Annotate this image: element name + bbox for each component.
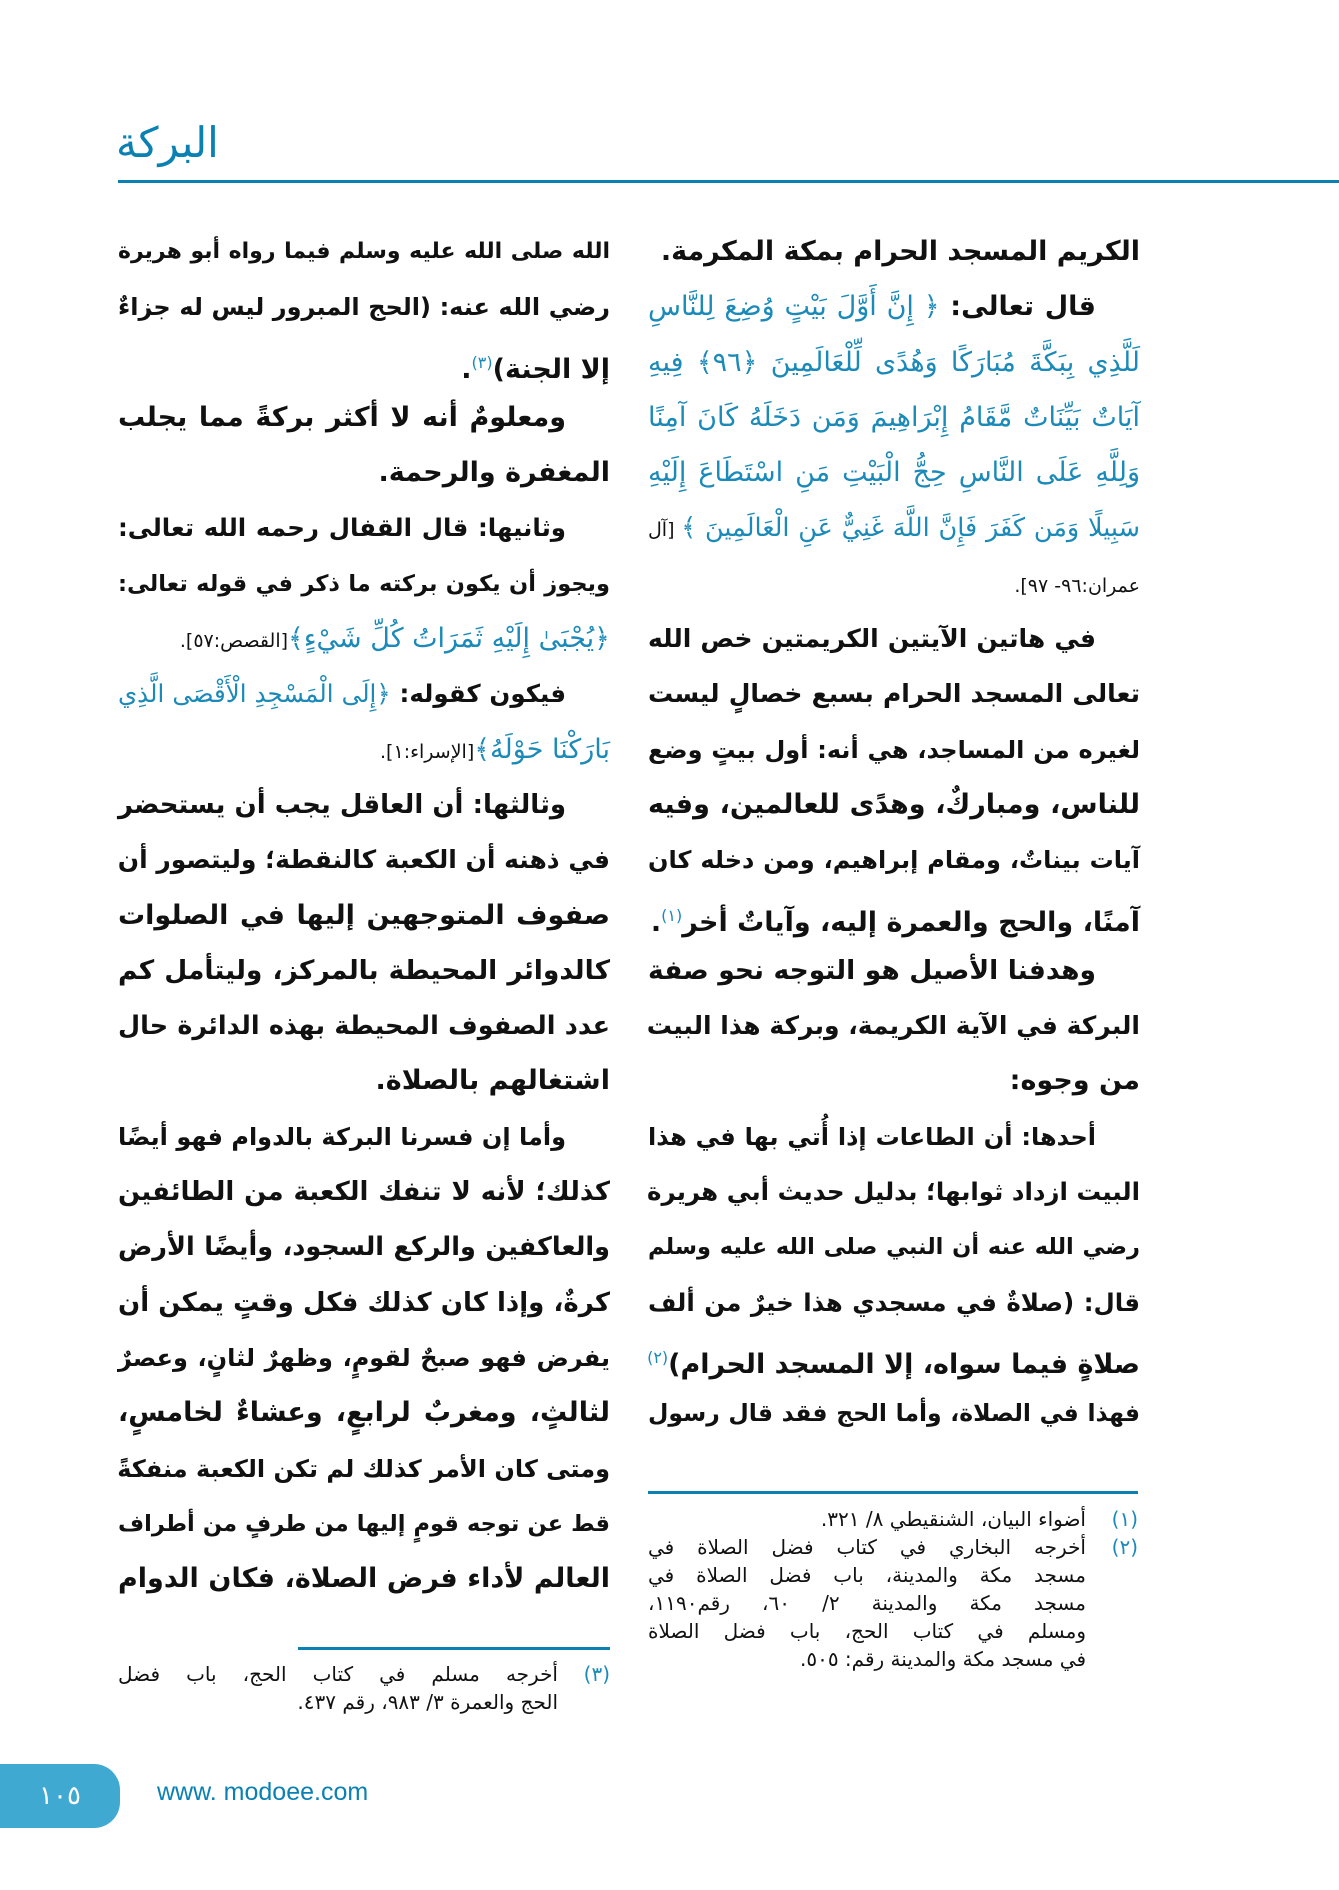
text-segment: كذلك؛ لأنه لا تنفك الكعبة من الطائفين: [118, 1177, 610, 1208]
text-segment: يفرض فهو صبحٌ لقومٍ، وظهرٌ لثانٍ، وعصرٌ: [118, 1343, 610, 1372]
quran-verse: وَلِلَّهِ عَلَى النَّاسِ حِجُّ الْبَيْتِ مَنِ اسْتَطَاعَ إِلَيْهِ: [648, 457, 1140, 489]
quran-verse: ﴿ إِنَّ أَوَّلَ بَيْتٍ وُضِعَ لِلنَّاسِ: [648, 291, 940, 323]
header-divider: [118, 180, 1339, 183]
text-line: [648, 1221, 1140, 1276]
text-segment: لثالثٍ، ومغربٌ لرابعٍ، وعشاءٌ لخامسٍ،: [118, 1397, 610, 1429]
right-text-column: [648, 226, 1140, 1443]
text-segment: عدد الصفوف المحيطة بهذه الدائرة حال: [118, 1011, 610, 1042]
text-line: [118, 558, 610, 613]
text-segment: ومعلومٌ أنه لا أكثر بركةً مما يجلب: [118, 401, 566, 433]
text-segment: رضي الله عنه أن النبي صلى الله عليه وسلم: [648, 1234, 1140, 1261]
text-line: [648, 502, 1140, 557]
quran-verse: سَبِيلًا وَمَن كَفَرَ فَإِنَّ اللَّهَ غَنِيٌّ عَنِ الْعَالَمِينَ ﴾: [681, 513, 1140, 544]
text-line: [118, 1055, 610, 1110]
text-line: [648, 945, 1140, 1000]
text-line: [648, 890, 1140, 945]
text-line: [118, 281, 610, 336]
text-segment: .: [461, 353, 472, 385]
website-url[interactable]: www. modoee.com: [157, 1778, 369, 1806]
text-segment: وهدفنا الأصيل هو التوجه نحو صفة: [648, 954, 1096, 986]
footnote-marker[interactable]: (٢): [647, 1347, 669, 1367]
text-segment: والعاكفين والركع السجود، وأيضًا الأرض: [118, 1232, 610, 1263]
text-line: [648, 337, 1140, 392]
text-segment: آمنًا، والحج والعمرة إليه، وآياتٌ أخر: [682, 906, 1140, 938]
text-segment: وثانيها: قال القفال رحمه الله تعالى:: [118, 513, 566, 543]
footnote-number: [1086, 1645, 1138, 1673]
text-line: [648, 668, 1140, 723]
footnote-number: [1086, 1589, 1138, 1617]
text-line: [648, 1277, 1140, 1332]
text-segment: قال تعالى:: [939, 291, 1096, 323]
text-line: [648, 779, 1140, 834]
text-segment: المغفرة والرحمة.: [378, 457, 610, 489]
footnote-marker[interactable]: (١): [661, 905, 683, 925]
text-segment: لغيره من المساجد، هي أنه: أول بيتٍ وضع: [648, 735, 1140, 764]
text-segment: فيكون كقوله:: [390, 679, 566, 709]
text-line: [118, 1000, 610, 1055]
text-line: [118, 834, 610, 889]
quran-verse: لَلَّذِي بِبَكَّةَ مُبَارَكًا وَهُدًى لِّلْعَالَمِينَ ﴿٩٦﴾ فِيهِ: [648, 346, 1140, 378]
text-line: [648, 834, 1140, 889]
footnote-text: ومسلم في كتاب الحج، باب فضل الصلاة: [648, 1619, 1086, 1643]
footnote-number: (١): [1111, 1507, 1138, 1531]
footnote: [648, 1645, 1138, 1673]
text-line: [118, 1387, 610, 1442]
chapter-title-logo: البركة: [116, 118, 219, 167]
verse-reference: [القصص:٥٧].: [179, 630, 289, 653]
text-line: [648, 724, 1140, 779]
text-line: [648, 226, 1140, 281]
footnote-number: [558, 1688, 610, 1716]
text-line: [118, 1111, 610, 1166]
text-segment: إلا الجنة): [492, 353, 610, 385]
text-segment: كرةٌ، وإذا كان كذلك فكل وقتٍ يمكن أن: [118, 1287, 610, 1318]
text-segment: للناس، ومباركٌ، وهدًى للعالمين، وفيه: [648, 788, 1140, 820]
footnote-number: (٢): [1111, 1535, 1138, 1559]
text-line: [648, 1166, 1140, 1221]
text-segment: وثالثها: أن العاقل يجب أن يستحضر: [118, 789, 566, 820]
text-line: [118, 779, 610, 834]
footnotes-left: [118, 1660, 610, 1716]
text-segment: صفوف المتوجهين إليها في الصلوات: [118, 899, 610, 931]
text-line: [118, 724, 610, 779]
footnotes-right: [648, 1505, 1138, 1673]
text-line: [118, 1553, 610, 1608]
text-line: [648, 392, 1140, 447]
text-line: [118, 502, 610, 557]
text-line: [118, 613, 610, 668]
quran-verse: ﴿إِلَى الْمَسْجِدِ الْأَقْصَى الَّذِي: [118, 679, 391, 709]
text-line: [118, 668, 610, 723]
text-line: [648, 447, 1140, 502]
text-segment: آيات بيناتٌ، ومقام إبراهيم، ومن دخله كان: [648, 846, 1140, 875]
text-line: [118, 1498, 610, 1553]
text-segment: من وجوه:: [1009, 1065, 1140, 1097]
footnote-divider-left: [298, 1647, 610, 1650]
text-line: [118, 337, 610, 392]
text-segment: صلاةٍ فيما سواه، إلا المسجد الحرام): [668, 1348, 1140, 1380]
text-segment: الله صلى الله عليه وسلم فيما رواه أبو هريرة: [118, 239, 610, 264]
footnote-text: في مسجد مكة والمدينة رقم: ٥٠٥.: [799, 1647, 1086, 1671]
footnote-number: [1086, 1617, 1138, 1645]
text-line: [118, 1166, 610, 1221]
text-segment: قط عن توجه قومٍ إليها من طرفٍ من أطراف: [118, 1510, 610, 1537]
text-line: [648, 1000, 1140, 1055]
footnote: [118, 1660, 610, 1688]
footnote-text: أخرجه البخاري في كتاب فضل الصلاة في: [648, 1535, 1086, 1559]
text-line: [118, 890, 610, 945]
footnote: [648, 1561, 1138, 1589]
text-line: [648, 1111, 1140, 1166]
footnote: [118, 1688, 610, 1716]
footnote-text: مسجد مكة والمدينة، باب فضل الصلاة في: [648, 1563, 1086, 1587]
text-segment: ومتى كان الأمر كذلك لم تكن الكعبة منفكةً: [117, 1454, 610, 1483]
text-segment: أحدها: أن الطاعات إذا أُتي بها في هذا: [648, 1122, 1096, 1151]
footnote-marker[interactable]: (٣): [471, 352, 493, 372]
verse-reference: [الإسراء:١].: [380, 740, 475, 763]
text-segment: وأما إن فسرنا البركة بالدوام فهو أيضًا: [118, 1122, 566, 1151]
text-segment: العالم لأداء فرض الصلاة، فكان الدوام: [118, 1563, 610, 1595]
text-line: [118, 945, 610, 1000]
footnote: [648, 1533, 1138, 1561]
text-line: [118, 1277, 610, 1332]
text-segment: قال: (صلاةٌ في مسجدي هذا خيرٌ من ألف: [648, 1287, 1140, 1317]
text-line: [648, 558, 1140, 613]
text-segment: الكريم المسجد الحرام بمكة المكرمة.: [660, 236, 1140, 267]
text-line: [648, 1332, 1140, 1387]
text-line: [118, 392, 610, 447]
text-segment: البركة في الآية الكريمة، وبركة هذا البيت: [646, 1011, 1140, 1041]
text-segment: في هاتين الآيتين الكريمتين خص الله: [648, 624, 1096, 654]
text-segment: في ذهنه أن الكعبة كالنقطة؛ وليتصور أن: [117, 845, 610, 875]
text-line: [648, 281, 1140, 336]
text-segment: ويجوز أن يكون بركته ما ذكر في قوله تعالى:: [118, 570, 610, 597]
footnote-text: مسجد مكة والمدينة ٢/ ٦٠، رقم١١٩٠،: [648, 1591, 1086, 1615]
footnote-text: الحج والعمرة ٣/ ٩٨٣، رقم ٤٣٧.: [297, 1690, 558, 1714]
text-line: [648, 1055, 1140, 1110]
text-segment: فهذا في الصلاة، وأما الحج فقد قال رسول: [648, 1399, 1140, 1428]
footnote-number: [1086, 1561, 1138, 1589]
quran-verse: ﴿يُجْبَىٰ إِلَيْهِ ثَمَرَاتُ كُلِّ شَيْءٍ﴾: [288, 623, 610, 655]
text-line: [118, 1221, 610, 1276]
text-line: [118, 447, 610, 502]
text-segment: البيت ازداد ثوابها؛ بدليل حديث أبي هريرة: [647, 1177, 1140, 1207]
footnote-number: (٣): [583, 1662, 610, 1686]
text-segment: اشتغالهم بالصلاة.: [375, 1065, 610, 1097]
text-line: [118, 1443, 610, 1498]
verse-reference: [آل: [648, 519, 682, 542]
footnote: [648, 1589, 1138, 1617]
quran-verse: بَارَكْنَا حَوْلَهُ﴾: [474, 733, 610, 765]
text-line: [118, 1332, 610, 1387]
text-segment: كالدوائر المحيطة بالمركز، وليتأمل كم: [118, 954, 610, 986]
text-segment: تعالى المسجد الحرام بسبع خصالٍ ليست: [648, 679, 1140, 709]
text-line: [118, 226, 610, 281]
page-number: ١٠٥: [0, 1764, 120, 1828]
text-line: [648, 613, 1140, 668]
text-segment: .: [650, 906, 662, 938]
left-text-column: [118, 226, 610, 1608]
text-line: [648, 1387, 1140, 1442]
footnote-divider-right: [648, 1491, 1138, 1494]
verse-reference: عمران:٩٦- ٩٧].: [1014, 574, 1140, 597]
footnote-text: أخرجه مسلم في كتاب الحج، باب فضل: [118, 1662, 558, 1686]
footnote: [648, 1505, 1138, 1533]
footnote-text: أضواء البيان، الشنقيطي ٨/ ٣٢١.: [820, 1507, 1086, 1531]
footnote: [648, 1617, 1138, 1645]
quran-verse: آيَاتٌ بَيِّنَاتٌ مَّقَامُ إِبْرَاهِيمَ وَمَن دَخَلَهُ كَانَ آمِنًا: [648, 401, 1140, 433]
text-segment: رضي الله عنه: (الحج المبرور ليس له جزاءٌ: [118, 293, 610, 322]
